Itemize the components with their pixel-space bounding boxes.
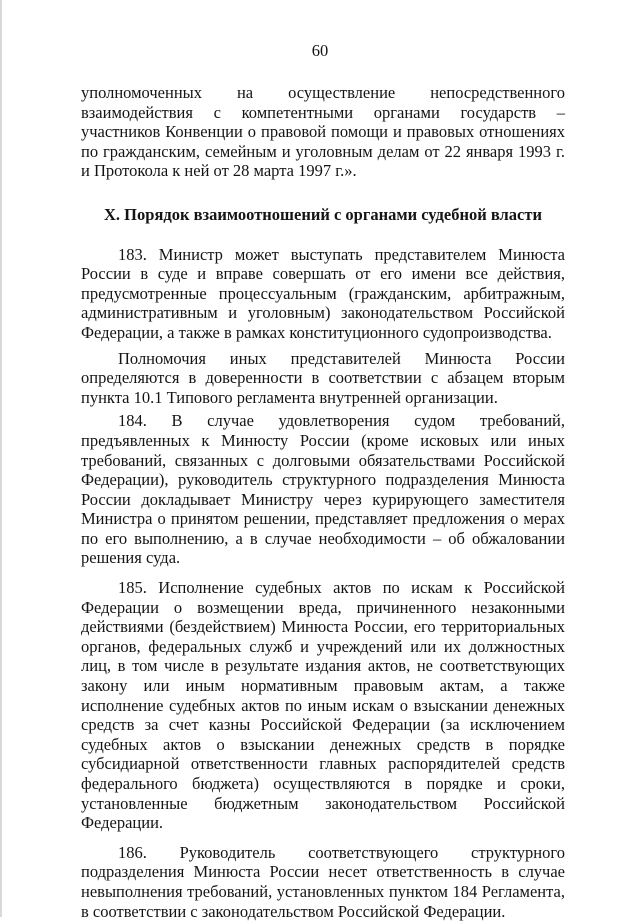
paragraph-183-second: Полномочия иных представителей Минюста России определяются в доверенности в соответствии с абзацем вторым пункта 10.1 Типового регламента внутренней организации. [81,348,565,407]
page-number: 60 [311,41,329,60]
section-heading: X. Порядок взаимоотношений с органами судебной власти [104,204,542,224]
paragraph-184: 184. В случае удовлетворения судом требований, предъявленных к Минюсту России (кроме исковых или иных требований, связанных с долговыми обязательствами Российской Федерации), руководитель структурного подразделения Минюста России докладывает Министру через курирующего заместителя Министра о принятом решении, представляет предложения о мерах по его выполнению, а в случае необходимости – об обжаловании решения суда. [81,411,565,568]
paragraph-186: 186. Руководитель соответствующего структурного подразделения Минюста России несет ответственность в случае невыполнения требований, установленных пунктом 184 Регламента, в соответствии с законодательством Российской Федерации. [81,842,565,921]
paragraph-intro: уполномоченных на осуществление непосредственного взаимодействия с компетентными органами государств – участников Конвенции о правовой помощи и правовых отношениях по гражданским, семейным и уголовным делам от 22 января 1993 г. и Протокола к ней от 28 марта 1997 г.». [81,83,565,181]
document-body [81,83,565,921]
paragraph-183: 183. Министр может выступать представителем Минюста России в суде и вправе совершать от его имени все действия, предусмотренные процессуальным (гражданским, арбитражным, административным и уголовным) законодательством Российской Федерации, а также в рамках конституционного судопроизводства. [81,244,565,342]
scan-edge [0,0,2,917]
paragraph-185: 185. Исполнение судебных актов по искам к Российской Федерации о возмещении вреда, причиненного незаконными действиями (бездействием) Минюста России, его территориальных органов, федеральных служб и учреждений или их должностных лиц, в том числе в результате издания актов, не соответствующих закону или иным нормативным правовым актам, а также исполнение судебных актов по иным искам о взыскании денежных средств за счет казны Российской Федерации (за исключением судебных актов о взыскании денежных средств в порядке субсидиарной ответственности главных распорядителей средств федерального бюджета) осуществляются в порядке и сроки, установленные бюджетным законодательством Российской Федерации. [81,578,565,833]
